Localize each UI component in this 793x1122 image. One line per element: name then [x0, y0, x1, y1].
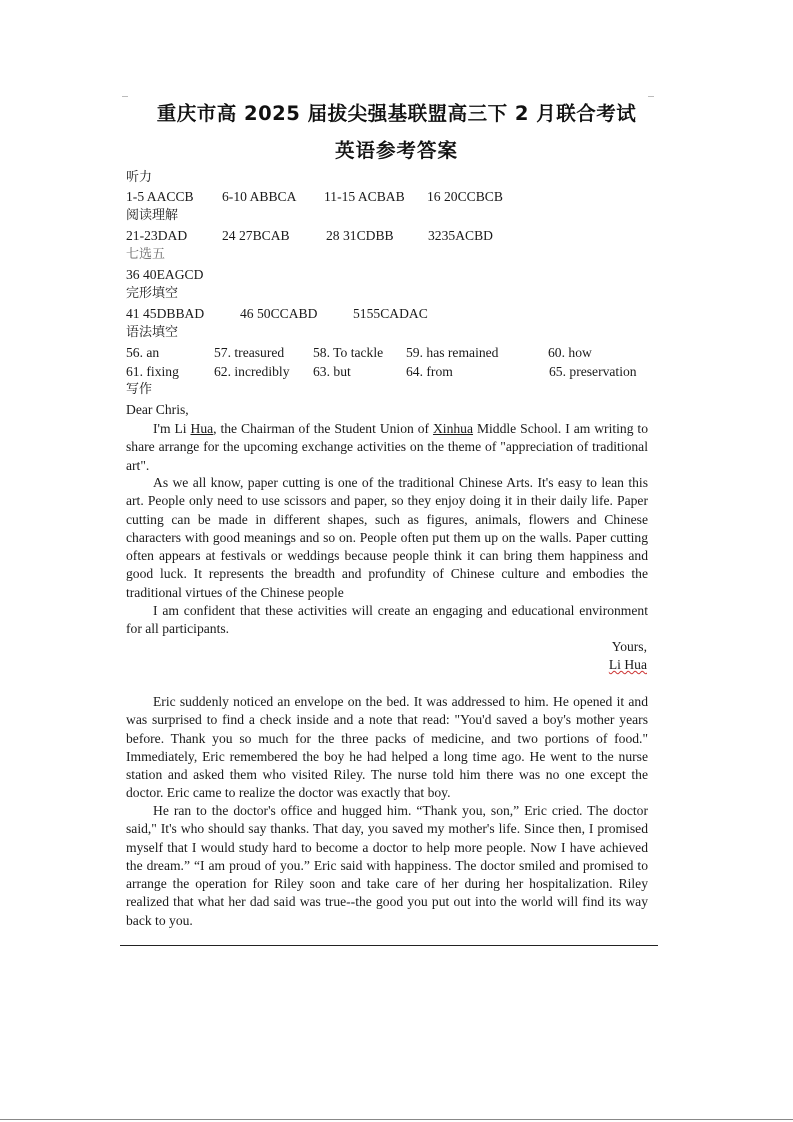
reading-answer: 21-23DAD [126, 228, 188, 243]
reading-answer: 28 31CDBB [326, 228, 394, 243]
writing-heading: 写作 [126, 382, 153, 397]
grammar-answer: 58. To tackle [313, 345, 384, 360]
listening-answer: 6-10 ABBCA [222, 189, 297, 204]
seven-five-answer: 36 40EAGCD [126, 267, 204, 282]
letter-greeting: Dear Chris, [126, 402, 189, 417]
letter-paragraph-2: As we all know, paper cutting is one of the traditional Chinese Arts. It's easy to lean this art. People only need to use scissors and paper, so they enjoy doing it in their daily life. Paper cutting can be made in different shapes, such as figures, animals, flowers and Chinese characters with good meanings and so on. People often put them up on the walls. Paper cutting often appears at festivals or weddings because people think it can bring them happiness and good luck. It represents the breadth and profundity of Chinese culture and embodies the traditional virtues of the Chinese people [126, 475, 648, 600]
grammar-answer: 59. has remained [406, 345, 499, 360]
name-hua: Hua [190, 421, 214, 436]
grammar-answer: 64. from [406, 364, 453, 379]
story-paragraph-1: Eric suddenly noticed an envelope on the bed. It was addressed to him. He opened it and was surprised to find a check inside and a note that read: "You'd saved a boy's mother years before. Thank you so much for the three packs of medicine, and two portions of food." Immediately, Eric remembered the boy he had helped a long time ago. He went to the nurse station and asked them who visited Riley. The nurse told him there was no one except the doctor. Eric came to realize the doctor was exactly that boy. [126, 694, 648, 801]
letter-signature: Li Hua [608, 657, 647, 672]
cloze-answer: 5155CADAC [353, 306, 428, 321]
exam-subtitle: 英语参考答案 [334, 139, 458, 162]
grammar-answer: 61. fixing [126, 364, 179, 379]
page-edge-line [0, 1119, 793, 1120]
listening-answer: 1-5 AACCB [126, 189, 194, 204]
listening-answer: 16 20CCBCB [427, 189, 503, 204]
story-paragraph-2: He ran to the doctor's office and hugged him. “Thank you, son,” Eric cried. The doctor said," It's who should say thanks. That day, you saved my mother's life. Since then, I promised myself that I would study hard to become a doctor to help more people. Now I have achieved the dream.” “I am proud of you.” Eric said with happiness. The doctor smiled and promised to arrange the operation for Riley soon and take care of her during her hospitalization. Riley realized that what her dad said was true--the good you put out into the world will find its way back to you. [126, 803, 648, 928]
exam-title: 重庆市高 2025 届拔尖强基联盟高三下 2 月联合考试 [156, 102, 637, 125]
listening-heading: 听力 [126, 170, 153, 185]
letter-closing: Yours, [611, 639, 647, 654]
seven-five-heading: 七选五 [126, 247, 166, 262]
corner-mark-right [648, 96, 654, 97]
school-name-xinhua: Xinhua [432, 421, 474, 436]
grammar-answer: 65. preservation [549, 364, 637, 379]
letter-paragraph-1: I'm Li Hua, the Chairman of the Student Union of Xinhua Middle School. I am writing to share arrange for the upcoming exchange activities on the theme of "appreciation of traditional art". [126, 421, 648, 473]
footer-rule [120, 945, 658, 946]
letter-paragraph-3: I am confident that these activities will create an engaging and educational environment for all participants. [126, 603, 648, 637]
cloze-heading: 完形填空 [126, 286, 179, 301]
cloze-answer: 41 45DBBAD [126, 306, 205, 321]
cloze-answer: 46 50CCABD [240, 306, 318, 321]
corner-mark-left [122, 96, 128, 97]
grammar-heading: 语法填空 [126, 325, 179, 340]
grammar-answer: 56. an [126, 345, 160, 360]
grammar-answer: 63. but [313, 364, 351, 379]
reading-answer: 3235ACBD [428, 228, 493, 243]
reading-answer: 24 27BCAB [222, 228, 290, 243]
reading-heading: 阅读理解 [126, 208, 179, 223]
grammar-answer: 60. how [548, 345, 592, 360]
listening-answer: 11-15 ACBAB [324, 189, 405, 204]
grammar-answer: 57. treasured [214, 345, 285, 360]
grammar-answer: 62. incredibly [214, 364, 290, 379]
